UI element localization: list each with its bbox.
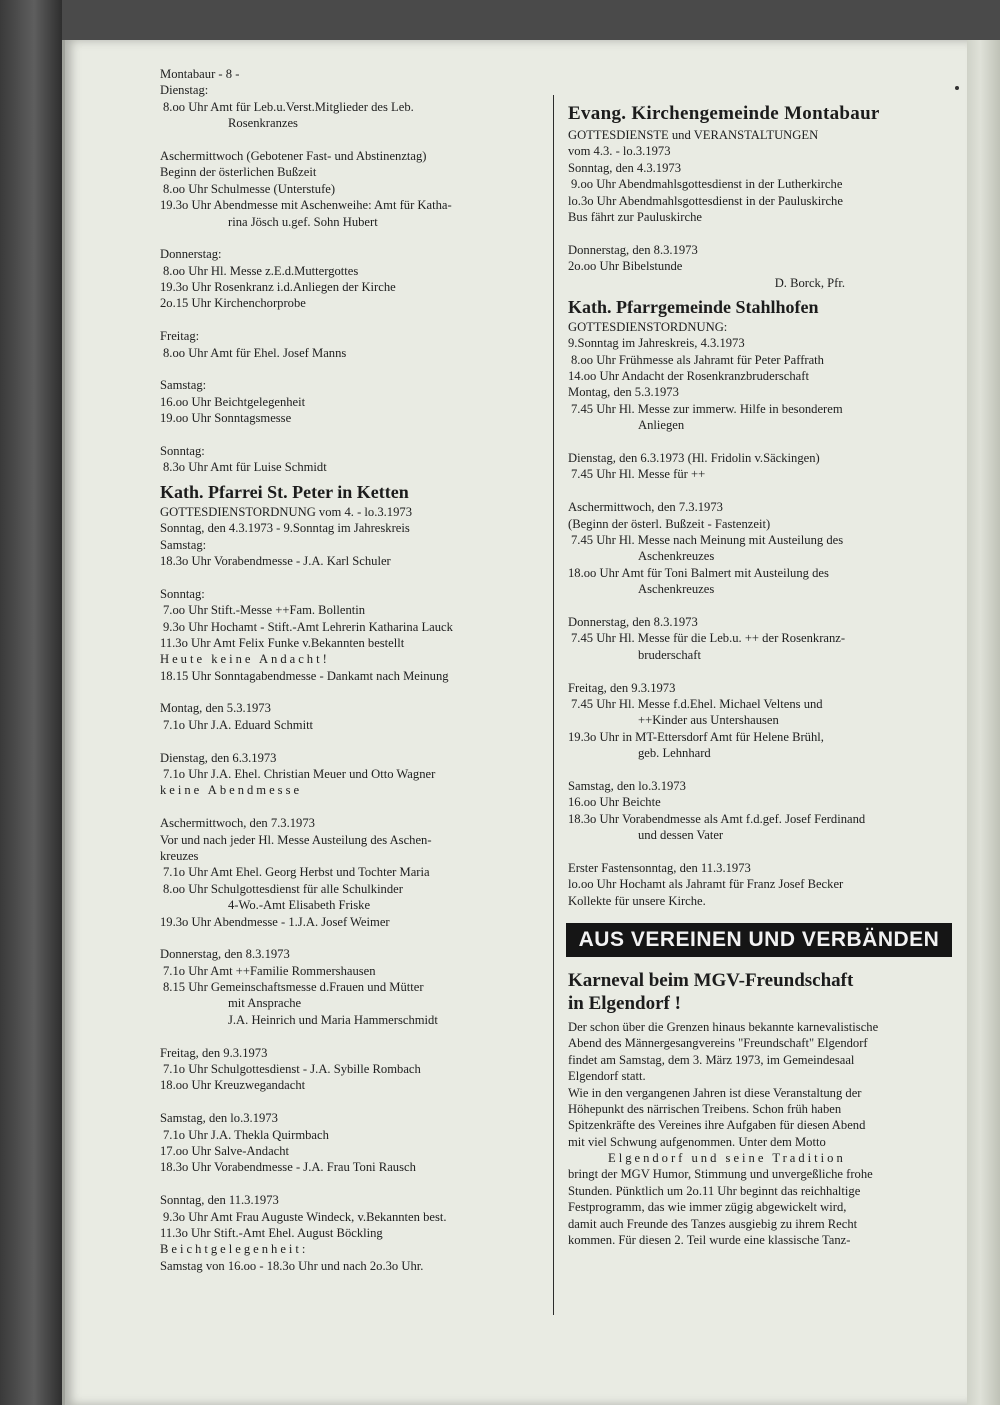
left-column-text-line: Dienstag, den 6.3.1973 — [160, 750, 277, 765]
left-column-text-line: 16.oo Uhr Beichtgelegenheit — [160, 394, 306, 409]
left-column-text-line: Samstag von 16.oo - 18.3o Uhr und nach 2o.3o Uhr. — [160, 1258, 424, 1273]
spacer — [160, 427, 545, 443]
ink-dot — [955, 86, 959, 90]
right-column-text-line: 18.oo Uhr Amt für Toni Balmert mit Austeilung des — [568, 565, 829, 580]
left-column-text-line: 7.1o Uhr Schulgottesdienst - J.A. Sybille Rombach — [163, 1062, 421, 1077]
left-column-text-line: 7.1o Uhr J.A. Eduard Schmitt — [163, 717, 314, 732]
left-column-text-line: Sonntag: — [160, 443, 205, 458]
right-column-text-line: Aschenkreuzes — [638, 582, 715, 597]
right-column-text-line: 2o.oo Uhr Bibelstunde — [568, 259, 683, 274]
right-column-text-line: 7.45 Uhr Hl. Messe für ++ — [571, 467, 706, 482]
spacer — [160, 1176, 545, 1192]
right-column-lines — [568, 100, 963, 909]
right-column-text-line: vom 4.3. - lo.3.1973 — [568, 144, 671, 159]
spacer — [160, 312, 545, 328]
right-column-text-line: geb. Lehnhard — [638, 746, 711, 761]
article-text-line: Elgendorf statt. — [568, 1069, 646, 1084]
left-column-text-line: Samstag: — [160, 378, 207, 393]
left-column-text-line: Freitag, den 9.3.1973 — [160, 1045, 268, 1060]
left-column-text-line: 8.oo Uhr Schulgottesdienst für alle Schulkinder — [163, 881, 403, 896]
left-column-text-line: Sonntag, den 4.3.1973 - 9.Sonntag im Jahreskreis — [160, 521, 410, 536]
left-column-text-line: Dienstag: — [160, 83, 209, 98]
article-title-line-2: in Elgendorf ! — [568, 992, 681, 1014]
spacer — [568, 761, 963, 777]
spacer — [160, 733, 545, 749]
spacer — [568, 483, 963, 499]
article-text-line: mit viel Schwung aufgenommen. Unter dem Motto — [568, 1134, 826, 1149]
spacer — [568, 598, 963, 614]
left-column-text-line: Sonntag, den 11.3.1973 — [160, 1193, 279, 1208]
spacer — [160, 230, 545, 246]
spacer — [160, 132, 545, 148]
right-column-text-line: ++Kinder aus Untershausen — [638, 713, 779, 728]
spacer — [160, 1028, 545, 1044]
article-text-line: Festprogramm, das wie immer zügig abgewickelt wird, — [568, 1200, 847, 1215]
left-column-text-line: Freitag: — [160, 329, 200, 344]
left-column-text-line: 18.3o Uhr Vorabendmesse - J.A. Frau Toni Rausch — [160, 1160, 416, 1175]
left-column-text-line: Montag, den 5.3.1973 — [160, 701, 271, 716]
next-page-edge — [967, 40, 1000, 1405]
right-column-text-line: (Beginn der österl. Bußzeit - Fastenzeit) — [568, 516, 771, 531]
right-column-text-line: 7.45 Uhr Hl. Messe zur immerw. Hilfe in besonderem — [571, 401, 843, 416]
left-column-text-line: GOTTESDIENSTORDNUNG vom 4. - lo.3.1973 — [160, 504, 412, 519]
spacer — [160, 569, 545, 585]
right-column-text-line: Aschenkreuzes — [638, 549, 715, 564]
right-column-text-line: Samstag, den lo.3.1973 — [568, 778, 686, 793]
right-column-text-line: Dienstag, den 6.3.1973 (Hl. Fridolin v.Säckingen) — [568, 451, 820, 466]
right-column-text-line: GOTTESDIENSTORDNUNG: — [568, 319, 728, 334]
spacer — [160, 361, 545, 377]
left-column-text-line: 18.oo Uhr Kreuzwegandacht — [160, 1078, 306, 1093]
right-column-text-line: 7.45 Uhr Hl. Messe f.d.Ehel. Michael Veltens und — [571, 696, 823, 711]
page-header: Montabaur - 8 - — [160, 67, 240, 81]
left-column-text-line: 2o.15 Uhr Kirchenchorprobe — [160, 296, 306, 311]
left-column-text-line: 8.oo Uhr Amt für Leb.u.Verst.Mitglieder des Leb. — [163, 99, 414, 114]
section-heading: Kath. Pfarrgemeinde Stahlhofen — [568, 296, 819, 317]
article-text-line: Elgendorf und seine Tradition — [608, 1151, 846, 1166]
article-text-line: Abend des Männergesangvereins "Freundschaft" Elgendorf — [568, 1036, 868, 1051]
left-column-text-line: 7.1o Uhr J.A. Ehel. Christian Meuer und Otto Wagner — [163, 767, 436, 782]
right-column-text-line: 7.45 Uhr Hl. Messe nach Meinung mit Austeilung des — [571, 532, 844, 547]
left-column-text-line: 18.3o Uhr Vorabendmesse - J.A. Karl Schuler — [160, 553, 391, 568]
right-column-text-line: Donnerstag, den 8.3.1973 — [568, 614, 698, 629]
right-column-text-line: GOTTESDIENSTE und VERANSTALTUNGEN — [568, 128, 819, 142]
left-column-text-line: Vor und nach jeder Hl. Messe Austeilung des Aschen- — [160, 832, 432, 847]
right-column-text-line: Aschermittwoch, den 7.3.1973 — [568, 500, 723, 515]
right-column-text-line: Bus fährt zur Pauluskirche — [568, 209, 702, 224]
right-column-text-line: 8.oo Uhr Frühmesse als Jahramt für Peter Paffrath — [571, 352, 824, 367]
book-binding — [0, 0, 62, 1405]
left-column-text-line: 7.1o Uhr Amt Ehel. Georg Herbst und Tochter Maria — [163, 865, 430, 880]
right-column-text-line: Anliegen — [638, 418, 685, 433]
left-column-text-line: Beginn der österlichen Bußzeit — [160, 165, 317, 180]
right-column-text-line: 7.45 Uhr Hl. Messe für die Leb.u. ++ der Rosenkranz- — [571, 631, 846, 646]
left-column-text-line: 11.3o Uhr Amt Felix Funke v.Bekannten bestellt — [160, 635, 405, 650]
left-column-text-line: 8.oo Uhr Hl. Messe z.E.d.Muttergottes — [163, 263, 359, 278]
left-column — [160, 66, 545, 1274]
right-column-text-line: Montag, den 5.3.1973 — [568, 385, 679, 400]
spacer — [160, 930, 545, 946]
left-column-text-line: 7.1o Uhr J.A. Thekla Quirmbach — [163, 1127, 329, 1142]
left-column-text-line: 8.15 Uhr Gemeinschaftsmesse d.Frauen und Mütter — [163, 980, 424, 995]
left-column-text-line: Rosenkranzes — [228, 116, 298, 131]
right-column-text-line: lo.3o Uhr Abendmahlsgottesdienst in der Pauluskirche — [568, 193, 843, 208]
left-column-lines — [160, 82, 545, 1274]
right-column-text-line: lo.oo Uhr Hochamt als Jahramt für Franz Josef Becker — [568, 877, 844, 892]
left-column-text-line: rina Jösch u.gef. Sohn Hubert — [228, 214, 378, 229]
right-column-text-line: D. Borck, Pfr. — [774, 275, 845, 290]
left-column-text-line: J.A. Heinrich und Maria Hammerschmidt — [228, 1012, 438, 1027]
left-column-text-line: kreuzes — [160, 848, 199, 863]
right-column-text-line: 19.3o Uhr in MT-Ettersdorf Amt für Helene Brühl, — [568, 729, 824, 744]
left-column-text-line: 18.15 Uhr Sonntagabendmesse - Dankamt nach Meinung — [160, 668, 449, 683]
left-column-text-line: Samstag, den lo.3.1973 — [160, 1111, 278, 1126]
left-column-text-line: Sonntag: — [160, 586, 205, 601]
column-divider — [553, 95, 554, 1315]
right-column-text-line: Erster Fastensonntag, den 11.3.1973 — [568, 860, 751, 875]
spacer — [568, 843, 963, 859]
left-column-text-line: 19.3o Uhr Abendmesse mit Aschenweihe: Amt für Katha- — [160, 198, 452, 213]
left-column-text-line: 8.oo Uhr Amt für Ehel. Josef Manns — [163, 345, 347, 360]
section-heading: Kath. Pfarrei St. Peter in Ketten — [160, 481, 409, 502]
left-column-text-line: Samstag: — [160, 537, 207, 552]
right-column-text-line: 9.oo Uhr Abendmahlsgottesdienst in der Lutherkirche — [571, 177, 843, 192]
spacer — [160, 1094, 545, 1110]
right-column-text-line: Freitag, den 9.3.1973 — [568, 680, 676, 695]
left-column-text-line: 19.3o Uhr Rosenkranz i.d.Anliegen der Kirche — [160, 280, 396, 295]
right-column-text-line: 16.oo Uhr Beichte — [568, 795, 661, 810]
article-text-line: damit auch Freunde des Tanzes ausgiebig zu ihrem Recht — [568, 1216, 858, 1231]
right-column-text-line: 18.3o Uhr Vorabendmesse als Amt f.d.gef. Josef Ferdinand — [568, 811, 866, 826]
article-text-line: bringt der MGV Humor, Stimmung und unvergeßliche frohe — [568, 1167, 873, 1182]
spacer — [568, 434, 963, 450]
left-column-text-line: 9.3o Uhr Hochamt - Stift.-Amt Lehrerin Katharina Lauck — [163, 619, 453, 634]
right-column-text-line: Sonntag, den 4.3.1973 — [568, 160, 681, 175]
spacer — [160, 684, 545, 700]
section-heading: Evang. Kirchengemeinde Montabaur — [568, 103, 880, 124]
left-column-text-line: 8.3o Uhr Amt für Luise Schmidt — [163, 460, 327, 475]
article-text-line: Stunden. Pünktlich um 2o.11 Uhr beginnt das reichhaltige — [568, 1183, 861, 1198]
spacer — [568, 225, 963, 241]
left-column-text-line: 19.oo Uhr Sonntagsmesse — [160, 411, 292, 426]
left-column-text-line: 7.oo Uhr Stift.-Messe ++Fam. Bollentin — [163, 603, 366, 618]
left-column-text-line: 7.1o Uhr Amt ++Familie Rommershausen — [163, 963, 376, 978]
right-column — [568, 100, 963, 1248]
article-text-line: Höhepunkt des närrischen Treibens. Schon früh haben — [568, 1101, 842, 1116]
spacer — [568, 663, 963, 679]
left-column-text-line: 17.oo Uhr Salve-Andacht — [160, 1144, 290, 1158]
section-banner: AUS VEREINEN UND VERBÄNDEN — [566, 923, 952, 957]
article-title-line-1: Karneval beim MGV-Freundschaft — [568, 969, 854, 991]
left-column-text-line: 4-Wo.-Amt Elisabeth Friske — [228, 898, 371, 913]
right-column-text-line: 14.oo Uhr Andacht der Rosenkranzbruderschaft — [568, 369, 809, 384]
left-column-text-line: Aschermittwoch, den 7.3.1973 — [160, 816, 315, 831]
left-column-text-line: keine Abendmesse — [160, 783, 303, 798]
left-column-text-line: Heute keine Andacht! — [160, 652, 330, 667]
right-column-text-line: und dessen Vater — [638, 828, 724, 843]
left-column-text-line: 19.3o Uhr Abendmesse - 1.J.A. Josef Weimer — [160, 914, 390, 929]
right-column-text-line: Donnerstag, den 8.3.1973 — [568, 242, 698, 257]
spacer — [160, 799, 545, 815]
left-column-text-line: Beichtgelegenheit: — [160, 1242, 309, 1257]
article-text-line: Wie in den vergangenen Jahren ist diese Veranstaltung der — [568, 1085, 862, 1100]
right-column-text-line: bruderschaft — [638, 647, 701, 662]
left-column-text-line: 8.oo Uhr Schulmesse (Unterstufe) — [163, 181, 336, 196]
left-column-text-line: 11.3o Uhr Stift.-Amt Ehel. August Böckling — [160, 1225, 383, 1240]
article-text-line: Spitzenkräfte des Vereines ihre Aufgaben für diesen Abend — [568, 1118, 866, 1133]
article-text-line: Der schon über die Grenzen hinaus bekannte karnevalistische — [568, 1019, 879, 1034]
left-column-text-line: Donnerstag, den 8.3.1973 — [160, 947, 290, 962]
right-column-text-line: 9.Sonntag im Jahreskreis, 4.3.1973 — [568, 336, 745, 351]
right-column-text-line: Kollekte für unsere Kirche. — [568, 893, 706, 908]
article-text-line: kommen. Für diesen 2. Teil wurde eine klassische Tanz- — [568, 1233, 851, 1248]
article-text-line: findet am Samstag, dem 3. März 1973, im Gemeindesaal — [568, 1052, 855, 1067]
left-column-text-line: Donnerstag: — [160, 247, 222, 262]
article-body — [568, 1019, 963, 1248]
left-column-text-line: mit Ansprache — [228, 996, 302, 1011]
left-column-text-line: 9.3o Uhr Amt Frau Auguste Windeck, v.Bekannten best. — [163, 1209, 447, 1224]
left-column-text-line: Aschermittwoch (Gebotener Fast- und Abstinenztag) — [160, 148, 427, 163]
